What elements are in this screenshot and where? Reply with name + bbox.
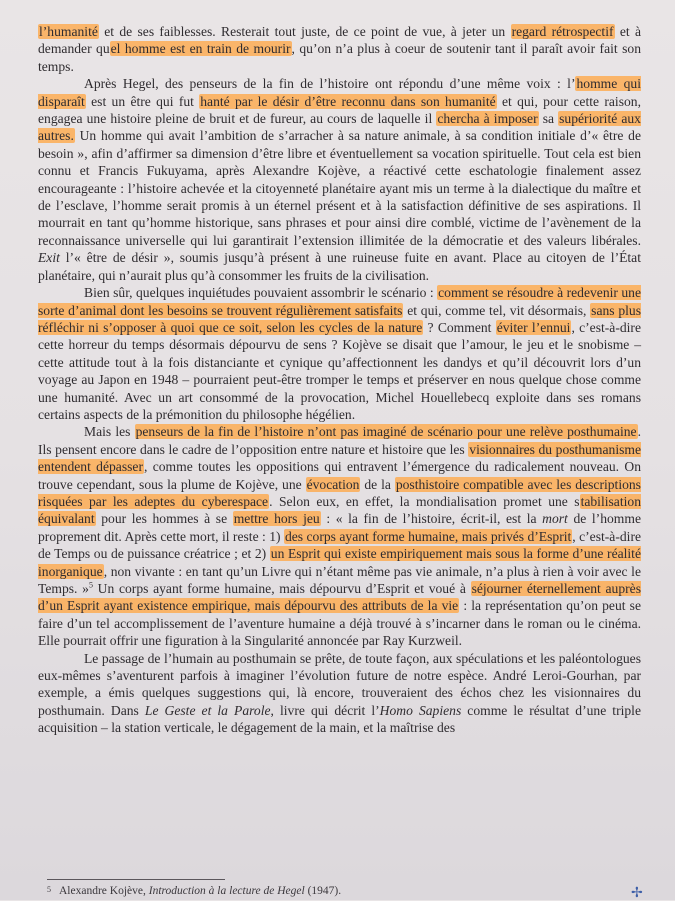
text-run: pour les hommes à se [95, 511, 233, 527]
footnote-rule [47, 879, 225, 880]
italic-text: Homo Sapiens [379, 702, 462, 718]
text-run: , c’est-à-dire cette horreur du temps désormais dépourvu de sens ? Kojève se disait que l’amour, le jeu et le snobisme – cette attitude tout à la fois distanciante et cynique qu’affectionnent les dandys et qu’il découvrit lors d’un voyage au Japon en 1948 – pourraient peut-être tromper le temps et préserver en nous quelque chose comme une humanité. Avec un art consommé de la provocation, Michel Houellebecq exploite dans ses romans certains aspects de la prémonition du philosophe hégélien. [38, 319, 641, 422]
text-run: l’« être de désir », soumis jusqu’à présent à une ruineuse fuite en avant. Place au citoyen de l’État planétaire, qui n’aurait plus qu’à consommer les fruits de la civilisation. [38, 250, 641, 283]
corner-ink-mark-icon: ✢ [631, 885, 643, 901]
italic-text: mort [542, 511, 568, 527]
text-run: , comme toutes les oppositions qui entravent l’émergence du radicalement nouveau. On trouve cependant, sous la plume de Kojève, une [38, 459, 641, 492]
text-run: Un corps ayant forme humaine, mais dépourvu d’Esprit et voué à [92, 581, 471, 596]
text-run: : « la fin de l’histoire, écrit-il, est la [320, 511, 543, 527]
text-run: sa [538, 111, 559, 127]
highlighted-text: tabilisation équivalant [38, 493, 641, 527]
italic-text: Exit [38, 250, 60, 266]
footnote [47, 885, 341, 897]
footnote-year: (1947). [304, 885, 342, 897]
highlighted-text: chercha à imposer [437, 111, 538, 127]
text-run: Un homme qui avait l’ambition de s’arracher à sa nature animale, à sa condition initiale d’« être de besoin », afin d’affirmer sa dimension d’être libre et éventuellement sa vocation spirituelle. Tout cela est bien connu et Francis Fukuyama, après Alexandre Kojève, a réactivé cette eschatologie finalement assez encourageante : l’histoire achevée et la citoyenneté planétaire ayant mis un terme à la dialectique du maître et de l’esclave, l’homme serait promis à un éternel présent et à la satisfaction définitive de ses aspirations. Il mourrait en tant qu’homme historique, sans phrases et pour ainsi dire comblé, victime de l’avènement de la reconnaissance universelle qui lui garantirait l’extension illimitée de la démocratie et des valeurs libérales. [38, 128, 641, 248]
footnote-author: Alexandre Kojève, [59, 885, 149, 897]
highlighted-text: éviter l’ennui [496, 319, 571, 335]
footnote-reference: 5 [88, 580, 93, 590]
text-run: , non vivante : en tant qu’un Livre qui n’étant même pas vie animale, n’a plus à rien à voir avec le Temps. » [38, 563, 641, 596]
highlighted-text: comment se résoudre à redevenir une sorte d’animal dont les besoins se trouvent régulièrement satisfaits [38, 285, 641, 318]
highlighted-text: des corps ayant forme humaine, mais privés d’Esprit [284, 528, 572, 544]
highlighted-text: visionnaires du posthumanisme entendent dépasser [38, 441, 641, 475]
paragraph [38, 23, 641, 75]
paragraph [38, 75, 641, 284]
highlighted-text: homme qui disparaît [38, 76, 641, 109]
highlighted-text: mettre hors jeu [233, 511, 320, 527]
highlighted-text: séjourner éternellement auprès d’un Esprit ayant existence empirique, mais dépourvu des attributs de la vie [38, 581, 641, 614]
highlighted-text: posthistoire compatible avec les descriptions risquées par les adeptes du cyberespace [38, 476, 641, 509]
highlighted-text: l’humanité [39, 24, 98, 39]
highlighted-text: hanté par le désir d’être reconnu dans son humanité [200, 93, 496, 109]
text-run: et à demander qu [38, 24, 641, 57]
highlighted-text: supériorité aux autres. [38, 111, 641, 144]
text-run: de l’homme proprement dit. Après cette mort, il reste : 1) [38, 511, 641, 544]
footnote-number: 5 [47, 885, 51, 894]
paragraph [38, 284, 641, 423]
highlighted-text: regard rétrospectif [511, 24, 614, 39]
highlighted-text: el homme est en train de mourir [110, 41, 291, 57]
paragraph [38, 423, 641, 649]
highlighted-text: évocation [306, 476, 360, 492]
highlighted-text: sans plus réfléchir ni s’opposer à quoi que ce soit, selon les cycles de la nature [38, 302, 641, 335]
text-run: comme le résultat d’une triple acquisition – la station verticale, le dégagement de la main, et la maîtrise des [38, 702, 641, 736]
text-run: Mais les [84, 424, 135, 440]
text-run: ? Comment [423, 319, 496, 335]
italic-text: Le Geste et la Parole [144, 702, 271, 718]
highlighted-text: un Esprit qui existe empiriquement mais sous la forme d’une réalité inorganique [38, 546, 641, 579]
highlighted-text: penseurs de la fin de l’histoire n’ont pas imaginé de scénario pour une relève posthumaine [135, 424, 637, 440]
text-run: Après Hegel, des penseurs de la fin de l’histoire ont répondu d’une même voix : l’ [84, 76, 576, 92]
text-run: , livre qui décrit l’ [270, 702, 380, 718]
text-run: et qui, comme tel, vit désormais, [403, 302, 591, 318]
text-run: est un être qui fut [85, 93, 200, 109]
text-run: , qu’on n’a plus à coeur de soutenir tant il paraît avoir fait son temps. [38, 41, 641, 74]
text-run: Le passage de l’humain au posthumain se prête, de toute façon, aux spéculations et les paléontologues eux-mêmes s’aventurent parfois à imaginer l’évolution future de notre espèce. André Leroi-Gourhan, par exemple, a émis quelques suggestions qui, là encore, trouveraient des échos chez les visionnaires du posthumain. Dans [38, 650, 641, 718]
text-run: , c’est-à-dire de Temps ou de puissance créatrice ; et 2) [38, 528, 641, 562]
footnote-title: Introduction à la lecture de Hegel [148, 885, 305, 897]
text-run: et qui, pour cette raison, engagea une histoire pleine de bruit et de fureur, au cours de laquelle il [38, 93, 641, 127]
text-run: et de ses faiblesses. Resterait tout juste, de ce point de vue, à jeter un [98, 24, 511, 39]
body-text [38, 23, 641, 737]
text-run: Bien sûr, quelques inquiétudes pouvaient assombrir le scénario : [84, 285, 438, 301]
text-run: : la représentation qu’on peut se faire d’un tel accomplissement de l’aventure humaine a déjà trouvé à s’incarner dans le roman ou le cinéma. Elle pourrait offrir une figuration à la Singularité annoncée par Ray Kurzweil. [38, 598, 641, 649]
text-run: de la [360, 476, 395, 492]
text-run: . Ils pensent encore dans le cadre de l’opposition entre nature et histoire que les [38, 424, 641, 457]
paragraph [38, 650, 641, 737]
text-run: . Selon eux, en effet, la mondialisation promet une s [269, 493, 580, 509]
